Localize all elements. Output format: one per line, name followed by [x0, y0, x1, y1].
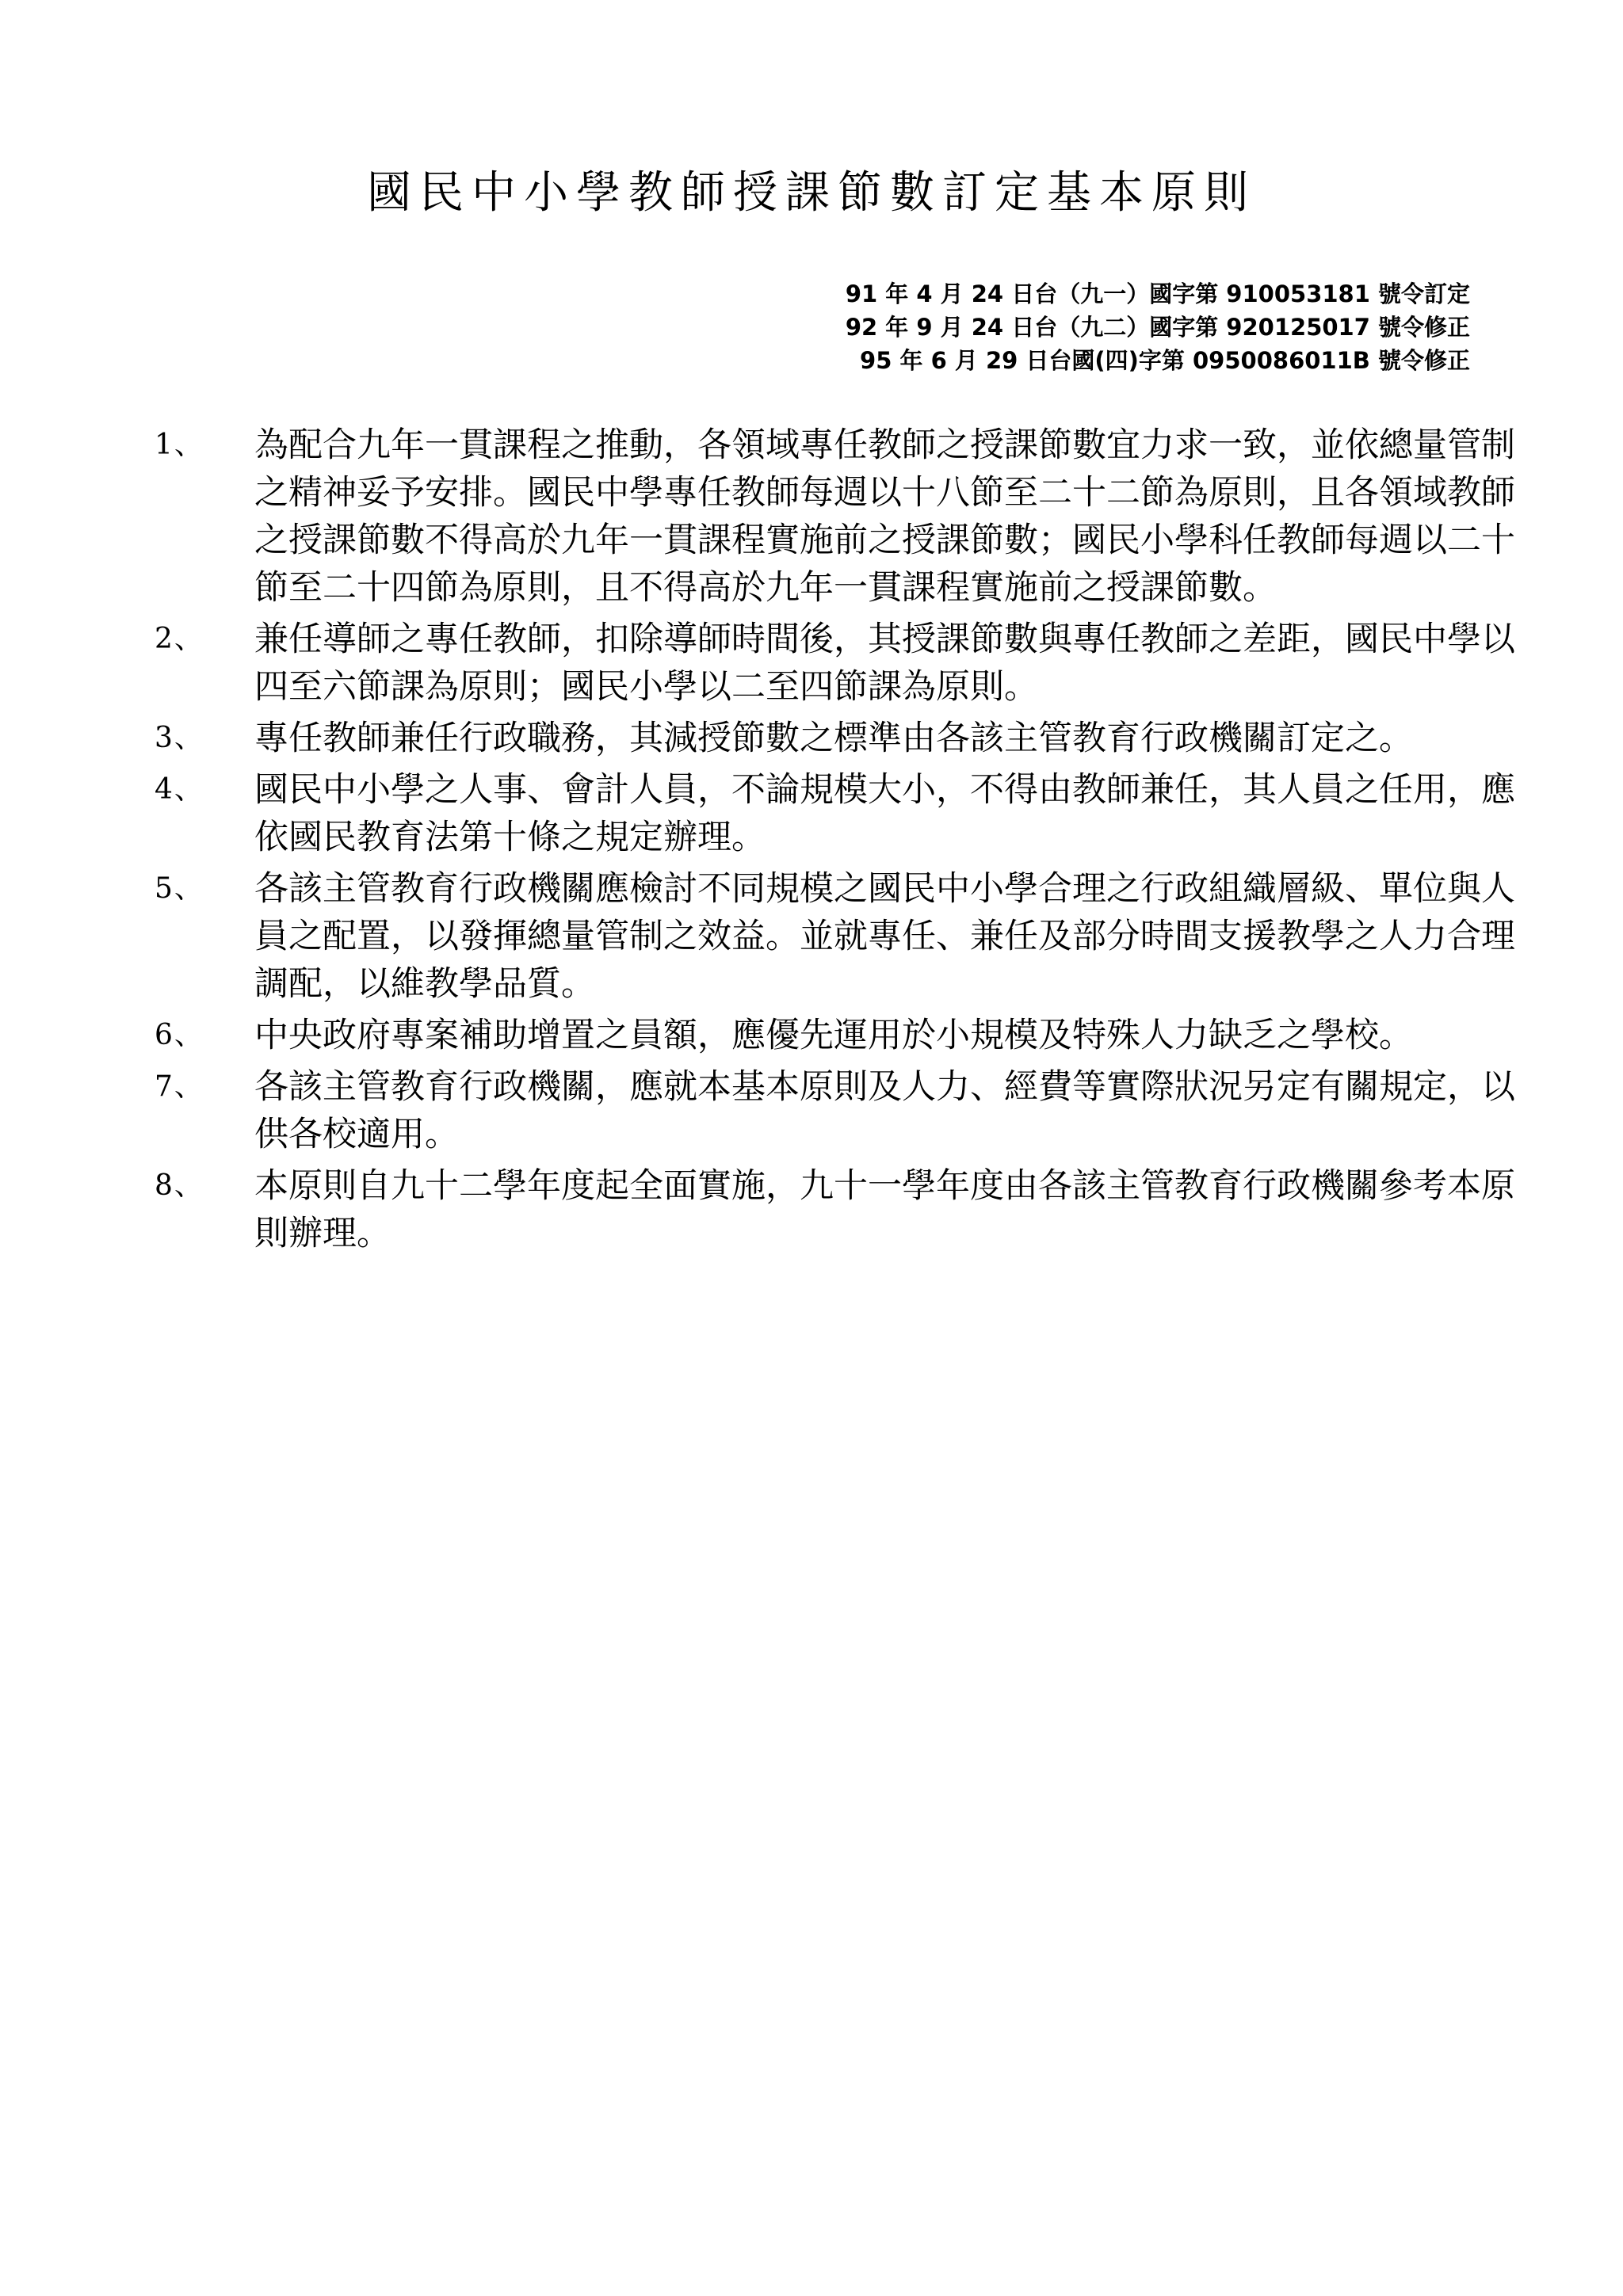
clause-item [155, 1012, 1518, 1059]
clause-item [155, 766, 1518, 861]
clause-text: 各該主管教育行政機關，應就本基本原則及人力、經費等實際狀況另定有關規定，以供各校適用。 [254, 1067, 1515, 1154]
clause-item [155, 865, 1518, 1008]
clause-number: 8、 [155, 1169, 204, 1202]
clause-text: 兼任導師之專任教師，扣除導師時間後，其授課節數與專任教師之差距，國民中學以四至六節課為原則；國民小學以二至四節課為原則。 [254, 620, 1515, 707]
clause-item [155, 616, 1518, 711]
clause-text: 專任教師兼任行政職務，其減授節數之標準由各該主管教育行政機關訂定之。 [254, 719, 1413, 758]
clause-item [155, 1063, 1518, 1158]
clause-text: 本原則自九十二學年度起全面實施，九十一學年度由各該主管教育行政機關參考本原則辦理。 [254, 1166, 1515, 1253]
document-title: 國民中小學教師授課節數訂定基本原則 [367, 167, 1256, 219]
clause-number: 6、 [155, 1019, 204, 1051]
clause-number: 7、 [155, 1070, 204, 1103]
clause-number: 2、 [155, 623, 204, 655]
clause-list [155, 421, 1518, 1261]
clause-number: 4、 [155, 773, 204, 806]
clause-number: 3、 [155, 722, 204, 754]
clause-text: 各該主管教育行政機關應檢討不同規模之國民中小學合理之行政組織層級、單位與人員之配置，以發揮總量管制之效益。並就專任、兼任及部分時間支援教學之人力合理調配，以維教學品質。 [254, 869, 1515, 1004]
clause-number: 1、 [155, 429, 204, 461]
clause-item [155, 715, 1518, 762]
decree-line-2: 92 年 9 月 24 日台（九二）國字第 920125017 號令修正 [845, 314, 1470, 341]
clause-text: 為配合九年一貫課程之推動，各領域專任教師之授課節數宜力求一致，並依總量管制之精神妥予安排。國民中學專任教師每週以十八節至二十二節為原則，且各領域教師之授課節數不得高於九年一貫課程實施前之授課節數；國民小學科任教師每週以二十節至二十四節為原則，且不得高於九年一貫課程實施前之授課節數。 [254, 425, 1515, 608]
clause-number: 5、 [155, 872, 204, 905]
clause-text: 國民中小學之人事、會計人員，不論規模大小，不得由教師兼任，其人員之任用，應依國民教育法第十條之規定辦理。 [254, 770, 1515, 857]
clause-text: 中央政府專案補助增置之員額，應優先運用於小規模及特殊人力缺乏之學校。 [254, 1016, 1413, 1055]
clause-item [155, 421, 1518, 612]
decree-line-1: 91 年 4 月 24 日台（九一）國字第 910053181 號令訂定 [845, 280, 1470, 307]
decree-line-3: 95 年 6 月 29 日台國(四)字第 0950086011B 號令修正 [860, 347, 1470, 374]
clause-item [155, 1162, 1518, 1257]
decree-history [846, 277, 1470, 377]
